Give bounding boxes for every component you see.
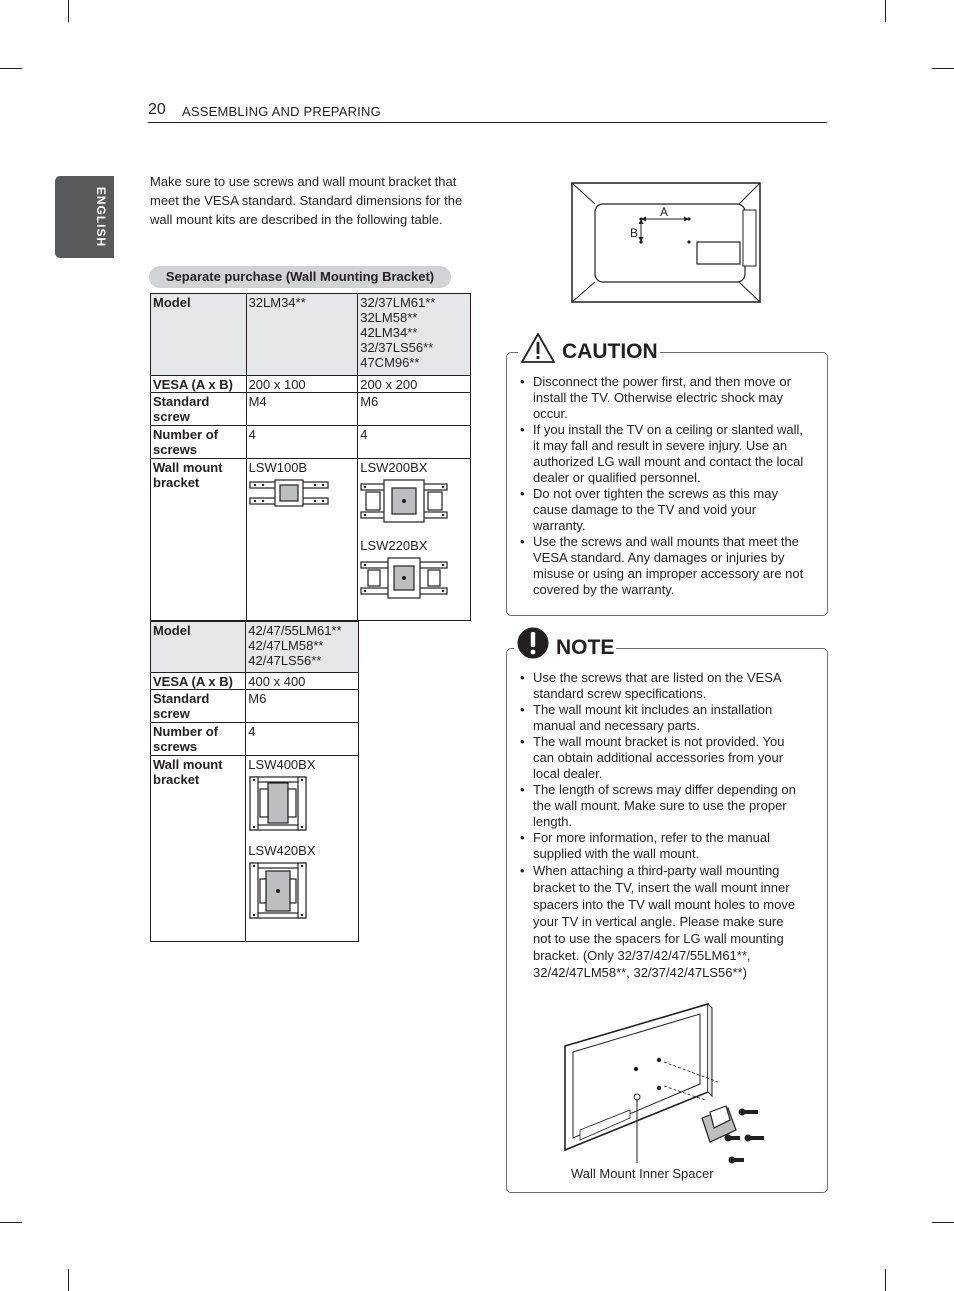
bracket-cell <box>358 459 471 621</box>
caution-heading <box>518 328 660 364</box>
bracket-model: LSW420BX <box>248 843 316 858</box>
bracket-model: LSW400BX <box>248 757 316 772</box>
vesa-value: 200 x 200 <box>358 376 471 393</box>
dimension-b-label: B <box>630 226 639 240</box>
screw-count-header: Number of screws <box>151 723 246 756</box>
screw-value: M4 <box>246 393 358 426</box>
caution-item: • Disconnect the power first, and then move or install the TV. Otherwise electric shock may occur. <box>519 374 804 422</box>
lsw420bx-bracket-image <box>248 861 308 921</box>
crop-mark <box>885 1269 886 1291</box>
crop-mark <box>885 0 886 22</box>
bracket-model: LSW100B <box>248 460 308 475</box>
screw-header: Standard screw <box>151 393 247 426</box>
bracket-model: LSW220BX <box>360 538 428 553</box>
lsw220bx-bracket-image <box>360 556 448 600</box>
bracket-header: Wall mount bracket <box>151 756 246 942</box>
model-name: 42/47LM58** <box>248 638 324 653</box>
note-exclamation-icon <box>516 626 550 660</box>
model-header: Model <box>151 294 247 376</box>
caution-list <box>519 374 804 598</box>
note-item: • When attaching a third-party wall mounting bracket to the TV, insert the wall mount inner spacers into the TV wall mount holes to move your TV in vertical angle. Please make sure not to use the spacers for LG wall mounting bracket. (Only 32/37/42/47/55LM61**, 32/42/47LM58**, 32/37/42/47LS56**) <box>519 862 804 981</box>
screw-value: M6 <box>246 690 359 723</box>
model-cell <box>246 294 358 376</box>
model-name: 42/47LS56** <box>248 653 322 668</box>
crop-mark <box>68 0 69 22</box>
tv-rear-vesa-diagram <box>571 182 762 304</box>
model-name: 47CM96** <box>360 355 420 370</box>
caution-item: • If you install the TV on a ceiling or slanted wall, it may fall and result in severe injury. Use an authorized LG wall mount and contact the local dealer or qualified personnel. <box>519 422 804 486</box>
vesa-header: VESA (A x B) <box>151 673 246 690</box>
crop-mark <box>932 68 954 69</box>
separate-purchase-label: Separate purchase (Wall Mounting Bracket) <box>149 266 451 288</box>
page-number: 20 <box>148 101 166 118</box>
note-item: • Use the screws that are listed on the VESA standard screw specifications. <box>519 670 804 702</box>
model-name: 32/37LM61** <box>360 295 436 310</box>
screw-count-value: 4 <box>358 426 471 459</box>
screw-count-header: Number of screws <box>151 426 247 459</box>
spacer-caption: Wall Mount Inner Spacer <box>571 1166 714 1181</box>
screw-count-value: 4 <box>246 723 359 756</box>
vesa-value: 200 x 100 <box>246 376 358 393</box>
caution-title: CAUTION <box>562 340 658 363</box>
lsw200bx-bracket-image <box>360 478 448 524</box>
page-header <box>148 100 827 123</box>
caution-item: • Do not over tighten the screws as this may cause damage to the TV and void your warranty. <box>519 486 804 534</box>
note-heading <box>514 624 616 660</box>
screw-count-value: 4 <box>246 426 358 459</box>
model-name: 32LM34** <box>248 295 306 310</box>
dimension-a-label: A <box>660 205 669 219</box>
model-cell <box>358 294 471 376</box>
note-item: • The length of screws may differ depending on the wall mount. Make sure to use the proper length. <box>519 782 804 830</box>
note-title: NOTE <box>556 636 615 659</box>
model-header: Model <box>151 622 246 673</box>
bracket-model: LSW200BX <box>360 460 428 475</box>
model-name: 32LM58** <box>360 310 418 325</box>
note-item: • The wall mount bracket is not provided. You can obtain additional accessories from your local dealer. <box>519 734 804 782</box>
crop-mark <box>0 1222 22 1223</box>
wall-mount-spacer-diagram <box>560 1000 775 1168</box>
note-list <box>519 670 804 981</box>
screw-value: M6 <box>358 393 471 426</box>
bracket-cell <box>246 756 359 942</box>
note-item: • For more information, refer to the manual supplied with the wall mount. <box>519 830 804 862</box>
screw-header: Standard screw <box>151 690 246 723</box>
crop-mark <box>68 1269 69 1291</box>
vesa-spec-table-2 <box>150 621 359 942</box>
intro-paragraph: Make sure to use screws and wall mount bracket that meet the VESA standard. Standard dimensions for the wall mount kits are described in the following table. <box>150 174 463 227</box>
section-title: ASSEMBLING AND PREPARING <box>182 104 381 119</box>
lsw100b-bracket-image <box>249 478 329 508</box>
model-name: 42LM34** <box>360 325 418 340</box>
lsw400bx-bracket-image <box>248 775 308 833</box>
crop-mark <box>932 1222 954 1223</box>
vesa-header: VESA (A x B) <box>151 376 247 393</box>
bracket-header: Wall mount bracket <box>151 459 247 621</box>
model-name: 42/47/55LM61** <box>248 623 342 638</box>
model-name: 32/37LS56** <box>360 340 434 355</box>
warning-triangle-icon <box>520 332 556 364</box>
vesa-spec-table-1 <box>150 293 471 621</box>
language-tab-label: ENGLISH <box>94 186 108 248</box>
bracket-cell <box>246 459 358 621</box>
crop-mark <box>0 68 22 69</box>
vesa-value: 400 x 400 <box>246 673 359 690</box>
model-cell <box>246 622 359 673</box>
caution-item: • Use the screws and wall mounts that meet the VESA standard. Any damages or injuries by misuse or using an improper accessory are not covered by the warranty. <box>519 534 804 598</box>
note-item: • The wall mount kit includes an installation manual and necessary parts. <box>519 702 804 734</box>
